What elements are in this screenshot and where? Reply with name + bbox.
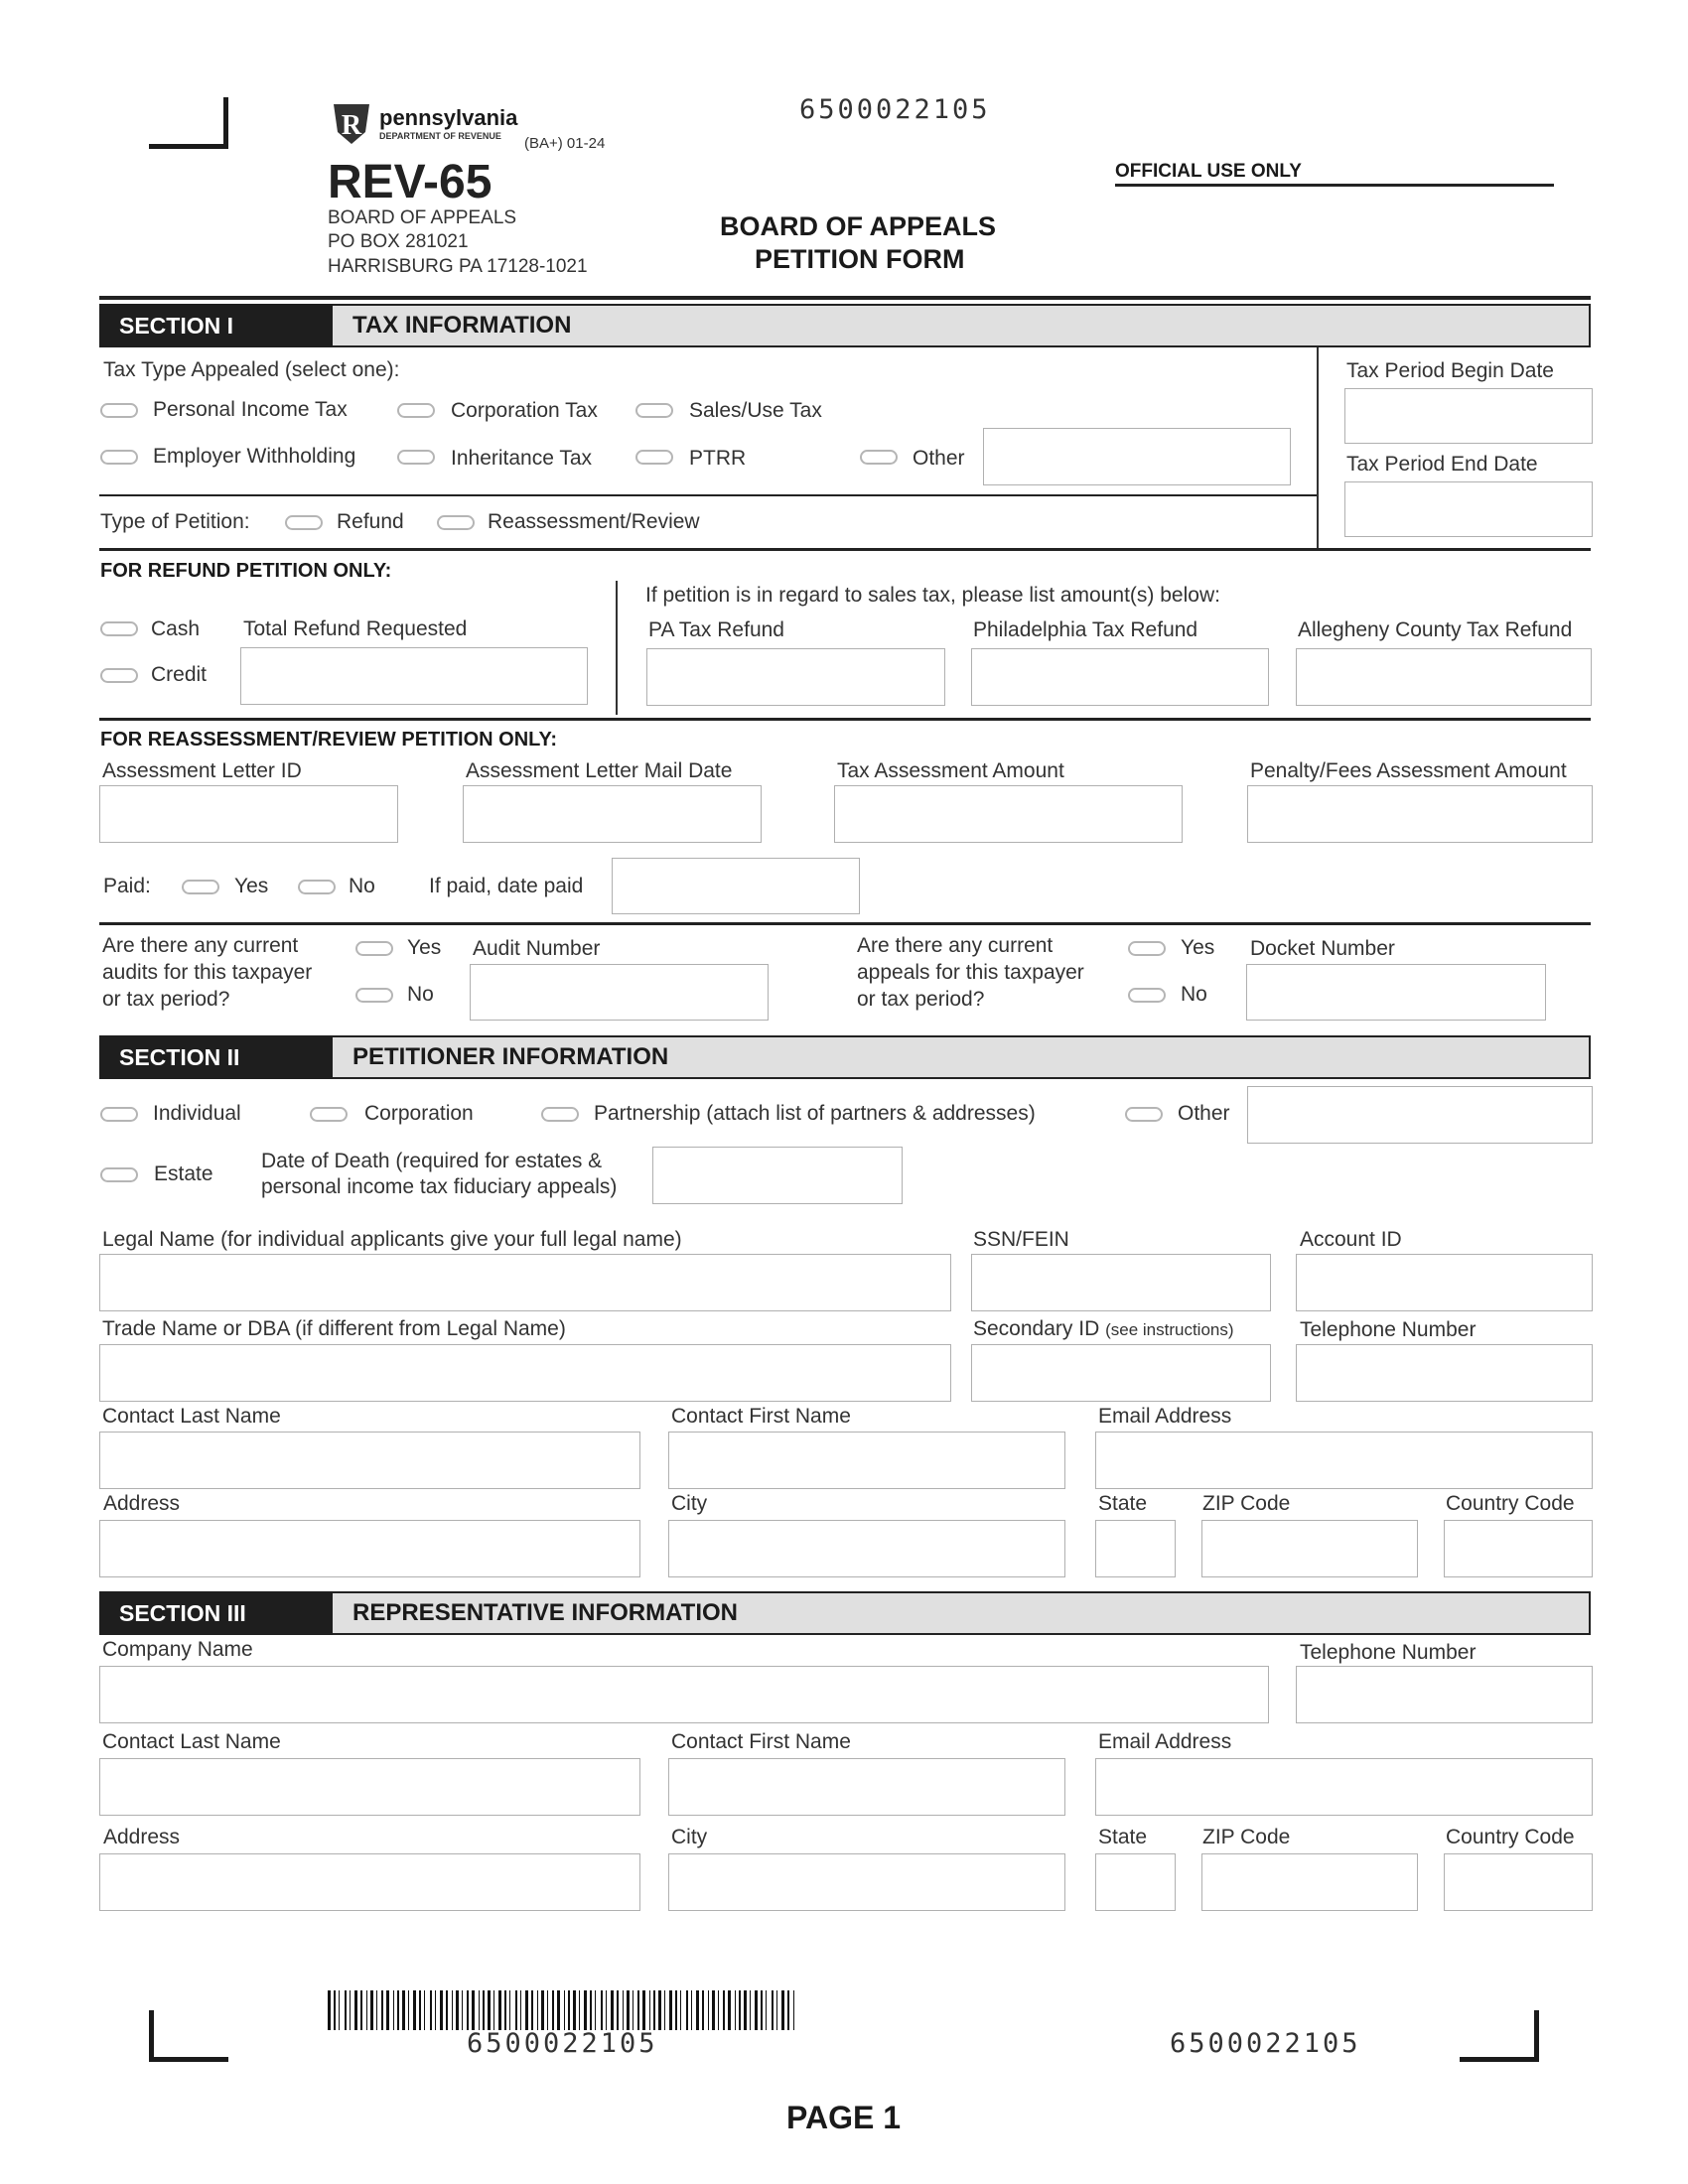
radio-petitioner-other[interactable] bbox=[1125, 1107, 1163, 1122]
radio-employer-withholding[interactable] bbox=[100, 450, 138, 465]
tax-assess-amount-input[interactable] bbox=[834, 785, 1183, 843]
rep-address-label: Address bbox=[103, 1826, 181, 1848]
ssn-fein-input[interactable] bbox=[971, 1254, 1271, 1311]
rep-telephone-input[interactable] bbox=[1296, 1666, 1593, 1723]
date-of-death-input[interactable] bbox=[652, 1147, 903, 1204]
assess-letter-id-label: Assessment Letter ID bbox=[102, 759, 302, 782]
petitioner-email-label: Email Address bbox=[1098, 1405, 1232, 1428]
legal-name-input[interactable] bbox=[99, 1254, 951, 1311]
assess-mail-date-label: Assessment Letter Mail Date bbox=[466, 759, 733, 782]
section-2-tag: SECTION II bbox=[99, 1035, 333, 1079]
rep-city-label: City bbox=[671, 1826, 708, 1848]
pa-revenue-logo bbox=[330, 102, 373, 146]
label-corporation-tax: Corporation Tax bbox=[451, 399, 598, 422]
radio-paid-yes[interactable] bbox=[182, 880, 219, 894]
legal-name-label: Legal Name (for individual applicants give your full legal name) bbox=[102, 1228, 682, 1251]
audit-question-line-3: or tax period? bbox=[102, 988, 230, 1011]
label-audit-yes: Yes bbox=[407, 936, 442, 959]
radio-inheritance-tax[interactable] bbox=[397, 450, 435, 465]
rep-email-input[interactable] bbox=[1095, 1758, 1593, 1816]
allegheny-refund-label: Allegheny County Tax Refund bbox=[1298, 618, 1573, 641]
radio-refund[interactable] bbox=[285, 515, 323, 530]
petitioner-city-input[interactable] bbox=[668, 1520, 1065, 1577]
rep-telephone-label: Telephone Number bbox=[1300, 1641, 1477, 1664]
rep-zip-label: ZIP Code bbox=[1202, 1826, 1291, 1848]
audit-question-line-2: audits for this taxpayer bbox=[102, 961, 313, 984]
allegheny-refund-input[interactable] bbox=[1296, 648, 1592, 706]
date-of-death-line-1: Date of Death (required for estates & bbox=[261, 1150, 603, 1172]
refund-heading: FOR REFUND PETITION ONLY: bbox=[100, 560, 392, 582]
section-3-title: REPRESENTATIVE INFORMATION bbox=[333, 1591, 1591, 1635]
rep-city-input[interactable] bbox=[668, 1853, 1065, 1911]
page-label: PAGE 1 bbox=[786, 2100, 901, 2135]
audit-number-input[interactable] bbox=[470, 964, 769, 1021]
rep-contact-first-label: Contact First Name bbox=[671, 1730, 851, 1753]
rep-country-input[interactable] bbox=[1444, 1853, 1593, 1911]
penalty-amount-input[interactable] bbox=[1247, 785, 1593, 843]
keystone-icon bbox=[330, 102, 373, 146]
petitioner-address-input[interactable] bbox=[99, 1520, 640, 1577]
official-use-line bbox=[1115, 184, 1554, 187]
secondary-id-label bbox=[973, 1316, 1234, 1341]
penalty-amount-label: Penalty/Fees Assessment Amount bbox=[1250, 759, 1567, 782]
radio-personal-income-tax[interactable] bbox=[100, 403, 138, 418]
label-ptrr: PTRR bbox=[689, 447, 747, 470]
radio-ptrr[interactable] bbox=[635, 450, 673, 465]
trade-name-label: Trade Name or DBA (if different from Legal Name) bbox=[102, 1317, 566, 1340]
label-estate: Estate bbox=[154, 1162, 213, 1185]
petition-type-label: Type of Petition: bbox=[100, 510, 250, 533]
form-number: REV-65 bbox=[328, 156, 492, 208]
petitioner-telephone-label: Telephone Number bbox=[1300, 1318, 1477, 1341]
rep-contact-first-input[interactable] bbox=[668, 1758, 1065, 1816]
radio-cash[interactable] bbox=[100, 621, 138, 636]
radio-corporation[interactable] bbox=[310, 1107, 348, 1122]
label-credit: Credit bbox=[151, 663, 208, 686]
reassess-heading: FOR REASSESSMENT/REVIEW PETITION ONLY: bbox=[100, 729, 558, 751]
pa-refund-label: PA Tax Refund bbox=[648, 618, 784, 641]
petitioner-email-input[interactable] bbox=[1095, 1432, 1593, 1489]
radio-reassessment[interactable] bbox=[437, 515, 475, 530]
secondary-id-note: (see instructions) bbox=[1105, 1320, 1234, 1339]
phila-refund-input[interactable] bbox=[971, 648, 1269, 706]
radio-appeal-no[interactable] bbox=[1128, 988, 1166, 1003]
tax-period-begin-input[interactable] bbox=[1344, 388, 1593, 444]
petition-type-divider bbox=[99, 494, 1317, 496]
account-id-input[interactable] bbox=[1296, 1254, 1593, 1311]
audit-question-line-1: Are there any current bbox=[102, 934, 299, 957]
label-sales-use-tax: Sales/Use Tax bbox=[689, 399, 822, 422]
corner-mark-top-left bbox=[149, 97, 228, 149]
label-employer-withholding: Employer Withholding bbox=[153, 445, 356, 468]
petitioner-contact-last-input[interactable] bbox=[99, 1432, 640, 1489]
petitioner-state-label: State bbox=[1098, 1492, 1148, 1515]
label-paid-yes: Yes bbox=[234, 875, 269, 897]
address-line-1: BOARD OF APPEALS bbox=[328, 207, 517, 228]
rep-state-label: State bbox=[1098, 1826, 1148, 1848]
radio-paid-no[interactable] bbox=[298, 880, 336, 894]
petitioner-zip-input[interactable] bbox=[1201, 1520, 1418, 1577]
brand-dept: DEPARTMENT OF REVENUE bbox=[379, 131, 501, 141]
refund-column-divider bbox=[616, 581, 618, 715]
label-personal-income-tax: Personal Income Tax bbox=[153, 398, 348, 421]
radio-other-tax[interactable] bbox=[860, 450, 898, 465]
label-reassessment: Reassessment/Review bbox=[488, 510, 700, 533]
brand-name: pennsylvania bbox=[379, 105, 518, 130]
total-refund-input[interactable] bbox=[240, 647, 588, 705]
radio-appeal-yes[interactable] bbox=[1128, 941, 1166, 956]
label-audit-no: No bbox=[407, 983, 434, 1006]
date-of-death-line-2: personal income tax fiduciary appeals) bbox=[261, 1175, 618, 1198]
radio-audit-yes[interactable] bbox=[355, 941, 393, 956]
appeal-question-line-3: or tax period? bbox=[857, 988, 985, 1011]
label-cash: Cash bbox=[151, 617, 201, 640]
tax-assess-amount-label: Tax Assessment Amount bbox=[837, 759, 1064, 782]
address-line-3: HARRISBURG PA 17128-1021 bbox=[328, 256, 588, 277]
petitioner-address-label: Address bbox=[103, 1492, 181, 1515]
header-divider bbox=[99, 296, 1591, 300]
date-paid-label: If paid, date paid bbox=[429, 875, 584, 897]
account-id-label: Account ID bbox=[1300, 1228, 1402, 1251]
address-line-2: PO BOX 281021 bbox=[328, 231, 469, 252]
phila-refund-label: Philadelphia Tax Refund bbox=[973, 618, 1198, 641]
audit-number-label: Audit Number bbox=[473, 937, 601, 960]
assess-letter-id-input[interactable] bbox=[99, 785, 398, 843]
label-individual: Individual bbox=[153, 1102, 241, 1125]
refund-divider bbox=[99, 548, 1591, 551]
barcode bbox=[328, 1990, 800, 2030]
corner-mark-bottom-right bbox=[1460, 2010, 1539, 2062]
radio-individual[interactable] bbox=[100, 1107, 138, 1122]
pa-refund-input[interactable] bbox=[646, 648, 945, 706]
doc-code-bottom: 6500022105 bbox=[1170, 2028, 1361, 2059]
company-name-input[interactable] bbox=[99, 1666, 1269, 1723]
company-name-label: Company Name bbox=[102, 1638, 253, 1661]
total-refund-label: Total Refund Requested bbox=[243, 617, 468, 640]
assess-mail-date-input[interactable] bbox=[463, 785, 762, 843]
petitioner-zip-label: ZIP Code bbox=[1202, 1492, 1291, 1515]
rep-email-label: Email Address bbox=[1098, 1730, 1232, 1753]
rep-contact-last-input[interactable] bbox=[99, 1758, 640, 1816]
docket-number-input[interactable] bbox=[1246, 964, 1546, 1021]
radio-audit-no[interactable] bbox=[355, 988, 393, 1003]
appeal-question-line-2: appeals for this taxpayer bbox=[857, 961, 1084, 984]
radio-sales-use-tax[interactable] bbox=[635, 403, 673, 418]
section-3-tag: SECTION III bbox=[99, 1591, 333, 1635]
svg-text:R: R bbox=[341, 110, 362, 141]
barcode-number: 6500022105 bbox=[467, 2028, 658, 2059]
form-version: (BA+) 01-24 bbox=[524, 135, 606, 152]
tax-period-divider bbox=[1317, 347, 1319, 549]
paid-label: Paid: bbox=[103, 875, 151, 897]
form-title-line-1: BOARD OF APPEALS bbox=[720, 211, 997, 241]
tax-period-begin-label: Tax Period Begin Date bbox=[1346, 359, 1554, 382]
rep-state-input[interactable] bbox=[1095, 1853, 1176, 1911]
petitioner-contact-last-label: Contact Last Name bbox=[102, 1405, 281, 1428]
petitioner-state-input[interactable] bbox=[1095, 1520, 1176, 1577]
rep-contact-last-label: Contact Last Name bbox=[102, 1730, 281, 1753]
radio-corporation-tax[interactable] bbox=[397, 403, 435, 418]
petitioner-country-label: Country Code bbox=[1446, 1492, 1575, 1515]
doc-code-top: 6500022105 bbox=[799, 94, 991, 125]
rep-address-input[interactable] bbox=[99, 1853, 640, 1911]
official-use-label: OFFICIAL USE ONLY bbox=[1115, 161, 1302, 182]
label-inheritance-tax: Inheritance Tax bbox=[451, 447, 593, 470]
radio-partnership[interactable] bbox=[541, 1107, 579, 1122]
radio-credit[interactable] bbox=[100, 668, 138, 683]
rep-zip-input[interactable] bbox=[1201, 1853, 1418, 1911]
label-other-tax: Other bbox=[913, 447, 965, 470]
label-paid-no: No bbox=[349, 875, 375, 897]
other-tax-input[interactable] bbox=[983, 428, 1291, 485]
petitioner-country-input[interactable] bbox=[1444, 1520, 1593, 1577]
radio-estate[interactable] bbox=[100, 1167, 138, 1182]
secondary-id-text: Secondary ID bbox=[973, 1317, 1100, 1340]
tax-period-end-input[interactable] bbox=[1344, 481, 1593, 537]
rep-country-label: Country Code bbox=[1446, 1826, 1575, 1848]
trade-name-input[interactable] bbox=[99, 1344, 951, 1402]
corner-mark-bottom-left bbox=[149, 2010, 228, 2062]
petitioner-contact-first-label: Contact First Name bbox=[671, 1405, 851, 1428]
label-appeal-yes: Yes bbox=[1181, 936, 1215, 959]
barcode-graphic bbox=[328, 1990, 800, 2030]
appeal-question-line-1: Are there any current bbox=[857, 934, 1054, 957]
sales-tax-note: If petition is in regard to sales tax, please list amount(s) below: bbox=[645, 584, 1220, 607]
secondary-id-input[interactable] bbox=[971, 1344, 1271, 1402]
label-partnership: Partnership (attach list of partners & addresses) bbox=[594, 1102, 1036, 1125]
tax-type-prompt: Tax Type Appealed (select one): bbox=[103, 358, 400, 381]
label-appeal-no: No bbox=[1181, 983, 1207, 1006]
section-1-tag: SECTION I bbox=[99, 304, 333, 347]
label-corporation: Corporation bbox=[364, 1102, 474, 1125]
petitioner-city-label: City bbox=[671, 1492, 708, 1515]
audit-divider bbox=[99, 922, 1591, 925]
docket-number-label: Docket Number bbox=[1250, 937, 1395, 960]
section-1-title: TAX INFORMATION bbox=[333, 304, 1591, 347]
section-2-title: PETITIONER INFORMATION bbox=[333, 1035, 1591, 1079]
form-title-line-2: PETITION FORM bbox=[755, 244, 965, 274]
petitioner-contact-first-input[interactable] bbox=[668, 1432, 1065, 1489]
date-paid-input[interactable] bbox=[612, 858, 860, 914]
label-refund: Refund bbox=[337, 510, 404, 533]
petitioner-telephone-input[interactable] bbox=[1296, 1344, 1593, 1402]
reassess-divider bbox=[99, 718, 1591, 721]
tax-period-end-label: Tax Period End Date bbox=[1346, 453, 1538, 476]
petitioner-other-input[interactable] bbox=[1247, 1086, 1593, 1144]
ssn-fein-label: SSN/FEIN bbox=[973, 1228, 1069, 1251]
label-petitioner-other: Other bbox=[1178, 1102, 1230, 1125]
